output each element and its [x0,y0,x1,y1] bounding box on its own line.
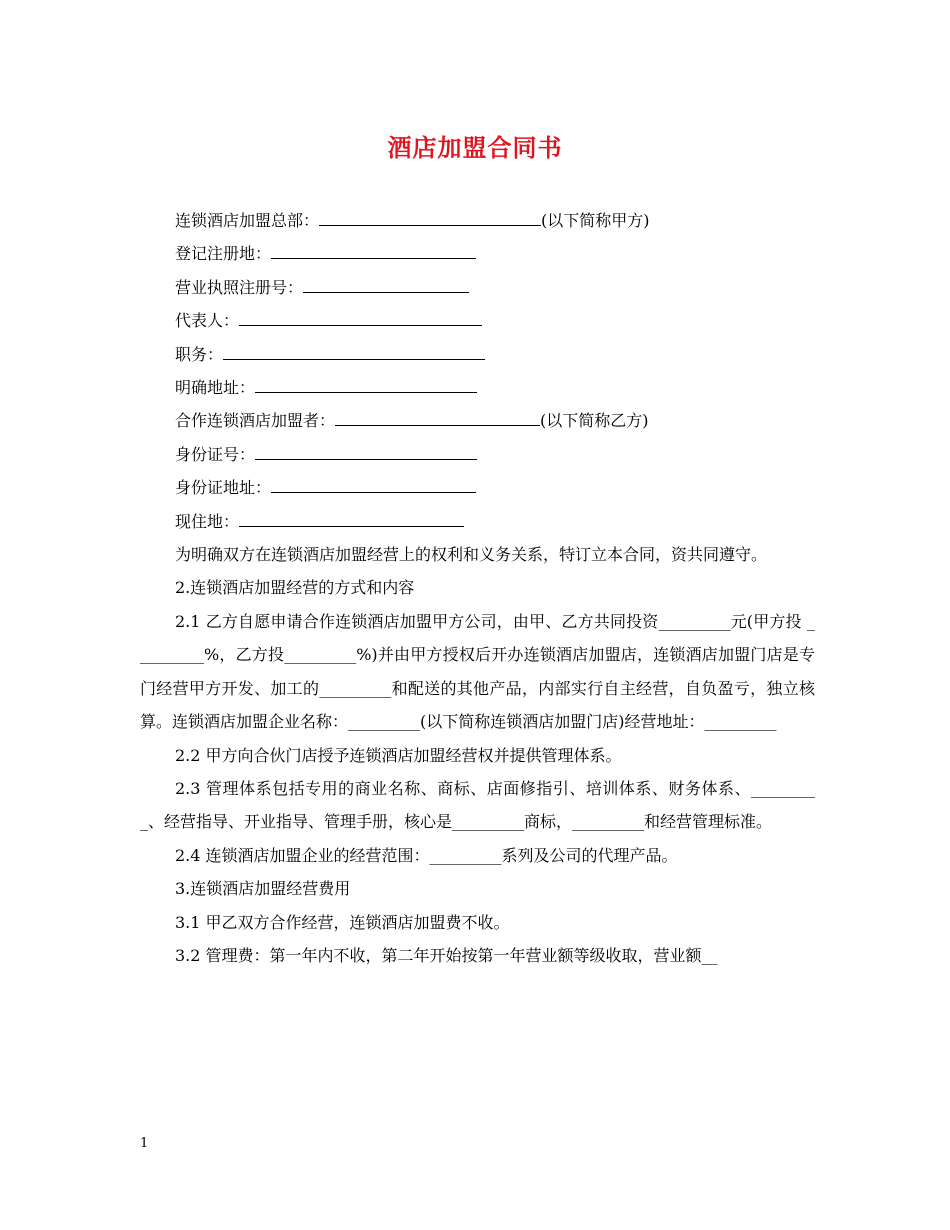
field-label: 明确地址： [175,378,256,398]
field-headquarters [140,204,815,237]
field-representative [140,304,815,337]
field-address [140,371,815,404]
field-label: 连锁酒店加盟总部： [175,211,320,230]
field-position [140,338,815,371]
field-label: 身份证号： [175,444,256,464]
blank-line [335,408,540,426]
field-label: 现住地： [175,511,240,531]
field-label: 身份证地址： [175,478,272,498]
clause-2-3: 2.3 管理体系包括专用的商业名称、商标、店面修指引、培训体系、财务体系、_________、经营指导、开业指导、管理手册，核心是_________商标，_________和经营管理标准。 [140,778,815,832]
field-suffix: (以下简称甲方) [541,211,650,230]
clause-3-1: 3.1 甲乙双方合作经营，连锁酒店加盟费不收。 [175,912,510,932]
field-residence [140,505,815,538]
blank-line [303,275,469,293]
blank-line [255,375,477,393]
blank-line [271,475,476,493]
blank-line [319,208,541,226]
field-label: 职务： [175,344,224,364]
blank-line [255,442,477,460]
section-heading: 2.连锁酒店加盟经营的方式和内容 [175,578,415,598]
blank-line [239,509,464,527]
section-heading: 3.连锁酒店加盟经营费用 [175,879,351,899]
field-suffix: (以下简称乙方) [540,411,649,431]
page-number: 1 [140,1136,149,1151]
field-label: 合作连锁酒店加盟者： [175,411,336,431]
blank-line [239,308,482,326]
field-registration-place [140,237,815,270]
document-body [140,204,815,972]
clause-2-1: 2.1 乙方自愿申请合作连锁酒店加盟甲方公司，由甲、乙方共同投资_________元(甲方投 _________%，乙方投_________%)并由甲方授权后开办连锁酒店加盟店，连锁酒店加盟门店是专门经营甲方开发、加工的_________和配送的其他产品，内部实行自主经营，自负盈亏，独立核算。连锁酒店加盟企业名称：_________(以下简称连锁酒店加盟门店)经营地址：_________ [140,611,815,732]
intro-text: 为明确双方在连锁酒店加盟经营上的权利和义务关系，特订立本合同，资共同遵守。 [175,545,768,565]
field-id-address [140,471,815,504]
field-label: 登记注册地： [175,244,272,264]
clause-2-2: 2.2 甲方向合伙门店授予连锁酒店加盟经营权并提供管理体系。 [175,745,622,765]
intro-paragraph [140,538,815,571]
clause-2-4: 2.4 连锁酒店加盟企业的经营范围：_________系列及公司的代理产品。 [175,845,678,865]
field-id-number [140,438,815,471]
field-license-number [140,271,815,304]
field-franchisee [140,404,815,437]
field-label: 代表人： [175,311,240,331]
blank-line [223,342,485,360]
blank-line [271,241,476,259]
document-title: 酒店加盟合同书 [387,133,563,162]
clause-3-2: 3.2 管理费：第一年内不收，第二年开始按第一年营业额等级收取，营业额__ [175,945,718,965]
field-label: 营业执照注册号： [175,277,304,297]
